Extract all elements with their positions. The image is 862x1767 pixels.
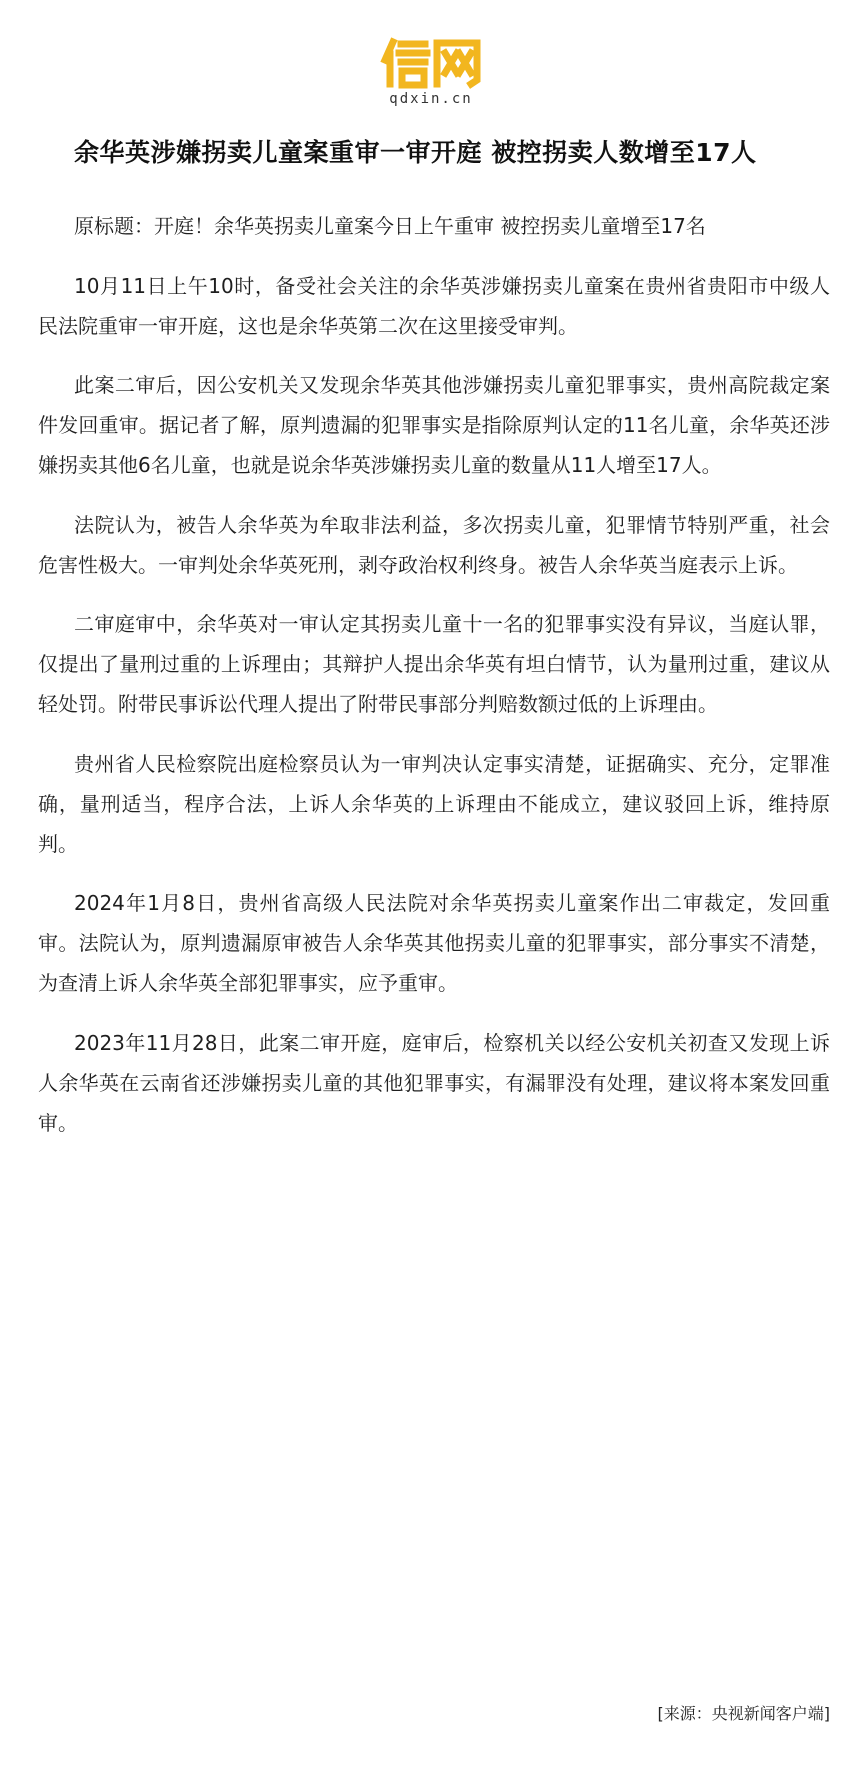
logo-mark-icon (379, 36, 483, 90)
article-paragraph: 10月11日上午10时，备受社会关注的余华英涉嫌拐卖儿童案在贵州省贵阳市中级人民法院重审一审开庭，这也是余华英第二次在这里接受审判。 (38, 273, 830, 338)
article (38, 124, 830, 1162)
article-paragraph: 2023年11月28日，此案二审开庭，庭审后，检察机关以经公安机关初查又发现上诉人余华英在云南省还涉嫌拐卖儿童的其他犯罪事实，有漏罪没有处理，建议将本案发回重审。 (38, 1030, 830, 1135)
site-logo[interactable] (379, 36, 483, 90)
article-paragraph: 原标题：开庭！余华英拐卖儿童案今日上午重审 被控拐卖儿童增至17名 (74, 214, 706, 238)
article-body (38, 206, 830, 1143)
article-paragraph: 2024年1月8日，贵州省高级人民法院对余华英拐卖儿童案作出二审裁定，发回重审。法院认为，原判遗漏原审被告人余华英其他拐卖儿童的犯罪事实，部分事实不清楚，为查清上诉人余华英全部犯罪事实，应予重审。 (38, 891, 830, 995)
article-paragraph: 贵州省人民检察院出庭检察员认为一审判决认定事实清楚，证据确实、充分，定罪准确，量刑适当，程序合法，上诉人余华英的上诉理由不能成立，建议驳回上诉，维持原判。 (38, 751, 830, 856)
article-paragraph: 法院认为，被告人余华英为牟取非法利益，多次拐卖儿童，犯罪情节特别严重，社会危害性极大。一审判处余华英死刑，剥夺政治权利终身。被告人余华英当庭表示上诉。 (38, 512, 830, 577)
site-header (0, 36, 862, 112)
article-source: [来源：央视新闻客户端] (657, 1704, 830, 1723)
article-paragraph: 二审庭审中，余华英对一审认定其拐卖儿童十一名的犯罪事实没有异议，当庭认罪，仅提出了量刑过重的上诉理由；其辩护人提出余华英有坦白情节，认为量刑过重，建议从轻处罚。附带民事诉讼代理人提出了附带民事部分判赔数额过低的上诉理由。 (38, 612, 830, 716)
site-domain: qdxin.cn (389, 91, 473, 107)
article-title: 余华英涉嫌拐卖儿童案重审一审开庭 被控拐卖人数增至17人 (74, 138, 757, 167)
article-paragraph: 此案二审后，因公安机关又发现余华英其他涉嫌拐卖儿童犯罪事实，贵州高院裁定案件发回重审。据记者了解，原判遗漏的犯罪事实是指除原判认定的11名儿童，余华英还涉嫌拐卖其他6名儿童，也就是说余华英涉嫌拐卖儿童的数量从11人增至17人。 (38, 373, 830, 477)
